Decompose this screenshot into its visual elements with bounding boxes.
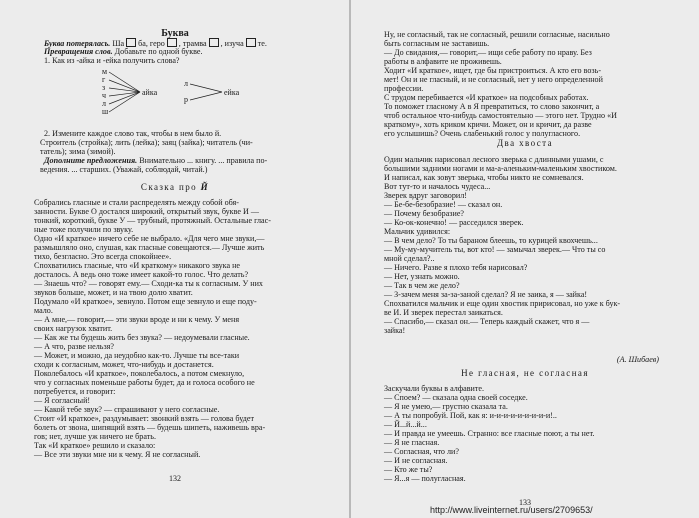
story-title [0, 183, 350, 192]
text-line: своих нагрузок хватит. [34, 324, 113, 333]
text-line: тихо, безгласно. Это всегда спокойнее». [34, 252, 172, 261]
text-line: Заскучали буквы в алфавите. [384, 384, 484, 393]
text-line: Так «И краткое» решило и сказало: [34, 441, 156, 450]
text-line: И написал, как зовут зверька, чтобы никто не сомневался. [384, 173, 584, 182]
watermark-url[interactable]: http://www.liveinternet.ru/users/2709653/ [430, 505, 593, 515]
text-line: — Споем? — сказала одна своей соседке. [384, 393, 528, 402]
text-line: большими задними ногами и ма-а-аленьким-маленьким хвостиком. [384, 164, 617, 173]
text-line: краткому», хоть криком кричи. Может, он и кричит, да разве [384, 120, 592, 129]
text-line: что у согласных поменьше работы будет, да и голоса особого не [34, 378, 255, 387]
text-line: — Какой тебе звук? — спрашивают у него согласные. [34, 405, 220, 414]
task-text: татель); зима (зимой). [40, 147, 116, 156]
text-line: — Все эти звуки мне ни к чему. Я не согласный. [34, 450, 201, 459]
text-line: работы в алфавите не проживешь. [384, 57, 502, 66]
text-line: — И не согласная. [384, 456, 448, 465]
text-line: Стоит «И краткое», раздумывает: звонкий взять — голова будет [34, 414, 254, 423]
text-line: — До свидания,— говорит,— ищи себе работу по нраву. Без [384, 48, 592, 57]
section-title: Не гласная, не согласная [461, 368, 589, 378]
text-line: — Му-му-мучитель ты, вот кто! — замычал зверек.— Что ты со [384, 245, 606, 254]
text-line: мало. [34, 306, 53, 315]
task-question: 1. Как из -айка и -ейка получить слова? [44, 56, 180, 65]
story-title-text: Сказка про [140, 182, 201, 192]
letter-box[interactable] [246, 38, 256, 47]
page-number: 133 [519, 498, 531, 507]
text-line: занности. Букве О достался широкий, открытый звук, букве И — [34, 207, 259, 216]
text-line: ве И. И зверек перестал заикаться. [384, 308, 503, 317]
text-line: — Я согласный! [34, 396, 91, 405]
task-label: Превращения слов. [44, 47, 113, 56]
text-line: Вот тут-то и началось чудеса... [384, 182, 491, 191]
diagram-letter: л [102, 99, 106, 108]
text-line: Зверек вдруг заговорил! [384, 191, 467, 200]
diagram-letter: ш [102, 107, 109, 116]
text-line: — Может, и можно, да неудобно как-то. Лучше ты все-таки [34, 351, 240, 360]
text-line: — Знаешь что? — говорят ему.— Сходи-ка ты к согласным. У них [34, 279, 263, 288]
text-line: — Ко-ок-конечно! — расседился зверек. [384, 218, 524, 227]
text-line: профессии. [384, 84, 424, 93]
text-line: сходи к согласным, может, что-нибудь и достанется. [34, 360, 214, 369]
text-line: — Кто же ты? [384, 465, 433, 474]
text-line: — З-зачем меня за-за-заной сделал? Я не заика, я — зайка! [384, 290, 588, 299]
diagram-suffix: ейка [224, 88, 240, 97]
text-line: болеть от звона, шипящий взять — будешь шипеть, наживешь вра- [34, 423, 266, 432]
author-credit: (А. Шибаев) [616, 355, 659, 364]
text-line: потребуется, и говорит: [34, 387, 116, 396]
text-line: — Спасибо,— сказал он.— Теперь каждый скажет, что я — [384, 317, 590, 326]
word-fragment: , изуча [220, 39, 244, 48]
text-line: — Согласная, что ли? [384, 447, 459, 456]
diagram-letter: г [102, 75, 106, 84]
text-line: С трудом перебивается «И краткое» на подсобных работах. [384, 93, 589, 102]
task-text: 2. Измените каждое слово так, чтобы в нем было й. [44, 129, 222, 138]
word-fragment: , трамва [178, 39, 207, 48]
diagram-suffix: айка [142, 88, 158, 97]
letter-box[interactable] [126, 38, 136, 47]
word-fragment: ба, геро [138, 39, 165, 48]
text-line: — В чем дело? То ты бараном блеешь, то курицей квохчешь... [384, 236, 598, 245]
word-fragment: те. [257, 39, 267, 48]
text-line: — Я не гласная. [384, 438, 440, 447]
text-line: — Почему безобразие? [384, 209, 465, 218]
text-line: звуков больше, может, и на твою долю хватит. [34, 288, 193, 297]
text-line: — А ты попробуй. Пой, как я: и-и-и-и-и-и-и-и-и!.. [384, 411, 557, 420]
task-text: Строитель (стройка); лить (лейка); заяц (зайка); читатель (чи- [40, 138, 253, 147]
text-line: — И правда не умеешь. Странно: все гласные поют, а ты нет. [384, 429, 595, 438]
connector-line [190, 84, 222, 92]
text-line: Собрались гласные и стали распределять между собой обя- [34, 198, 239, 207]
text-line: Один мальчик нарисовал лесного зверька с длинными ушами, с [384, 155, 604, 164]
text-line: тонкий, короткий, букве У — трубный, протяжный. Остальные глас- [34, 216, 271, 225]
text-line: Спохватились гласные, что «И краткому» никакого звука не [34, 261, 241, 270]
text-line: ные тоже получили по звуку. [34, 225, 134, 234]
task-word-changes [44, 47, 203, 56]
text-line: чтоб остальное что-нибудь самостоятельно — этого нет. Трудно «И [384, 111, 617, 120]
text-line: — Как же ты будешь жить без звука? — недоумевали гласные. [34, 333, 250, 342]
text-line: Подумало «И краткое», зевнуло. Потом еще зевнуло и еще поду- [34, 297, 257, 306]
text-line: мет! Он и не гласный, и не согласный, нет у него определенной [384, 75, 603, 84]
letter-box[interactable] [209, 38, 219, 47]
diagram-letter: л [184, 79, 188, 88]
task-text: Внимательно ... книгу. ... правила по- [137, 156, 268, 165]
text-line: мной сделал?.. [384, 254, 435, 263]
text-line: Спохватился мальчик и еще один хвостик пририсовал, но уже к бук- [384, 299, 621, 308]
text-line: — Й...й...й... [384, 420, 427, 429]
text-line: его услышишь? Очень слабенький голос у полугласного. [384, 129, 581, 138]
page-number: 132 [169, 474, 181, 483]
connector-line [190, 92, 222, 100]
word-fragment: Ша [112, 39, 125, 48]
text-line: Одно «И краткое» ничего себе не выбрало. «Для чего мне звуки,— [34, 234, 265, 243]
diagram-eika [184, 79, 240, 104]
diagram-letter: р [184, 95, 188, 104]
text-line: — Так в чем же дело? [384, 281, 460, 290]
text-line: — Я...я — полугласная. [384, 474, 466, 483]
diagram-letter: з [102, 83, 106, 92]
right-page [351, 0, 699, 518]
task-text: Добавьте по одной букве. [112, 47, 203, 56]
section-title: Два хвоста [497, 138, 553, 148]
text-line: — Я не умею,— грустно сказала та. [384, 402, 508, 411]
task-label: Буква потерялась. [44, 39, 111, 48]
text-line: зайка! [384, 326, 406, 335]
task-label: Дополните предложения. [44, 156, 138, 165]
text-line: Ну, не согласный, так не согласный, решили согласные, насильно [384, 30, 610, 39]
text-line: размышляло оно, слушая, как гласные совещаются.— Лучше жить [34, 243, 265, 252]
text-line: быть согласным не заставишь. [384, 39, 490, 48]
task-text: ведения. ... старших. (Уважай, соблюдай, читай.) [40, 165, 208, 174]
text-line: Ходит «И краткое», ищет, где бы пристроиться. А кто его возь- [384, 66, 602, 75]
text-line: — Бе-бе-безобразие! — сказал он. [384, 200, 503, 209]
diagram-letter: м [102, 67, 108, 76]
text-line: Мальчик удивился: [384, 227, 451, 236]
text-line: Поколебалось «И краткое», поколебалось, а потом смекнуло, [34, 369, 245, 378]
text-line: гов; нет, лучше уж ничего не брать. [34, 432, 156, 441]
story-title-letter: Й [200, 182, 210, 192]
diagram-letter: ч [102, 91, 107, 100]
page-title: Буква [161, 28, 189, 39]
text-line: — А что, разве нельзя? [34, 342, 114, 351]
text-line: То поможет гласному А в Я превратиться, то слово закончит, а [384, 102, 600, 111]
letter-box[interactable] [167, 38, 177, 47]
text-line: досталось. А ведь оно тоже имеет какой-то голос. Что делать? [34, 270, 249, 279]
diagram-aika [102, 67, 158, 116]
task-complete-sentences [44, 156, 267, 165]
text-line: — А мне,— говорит,— эти звуки вроде и ни к чему. У меня [34, 315, 240, 324]
word-building-diagram [100, 66, 270, 120]
text-line: — Ничего. Разве я плохо тебя нарисовал? [384, 263, 528, 272]
text-line: — Нет, узнать можно. [384, 272, 460, 281]
